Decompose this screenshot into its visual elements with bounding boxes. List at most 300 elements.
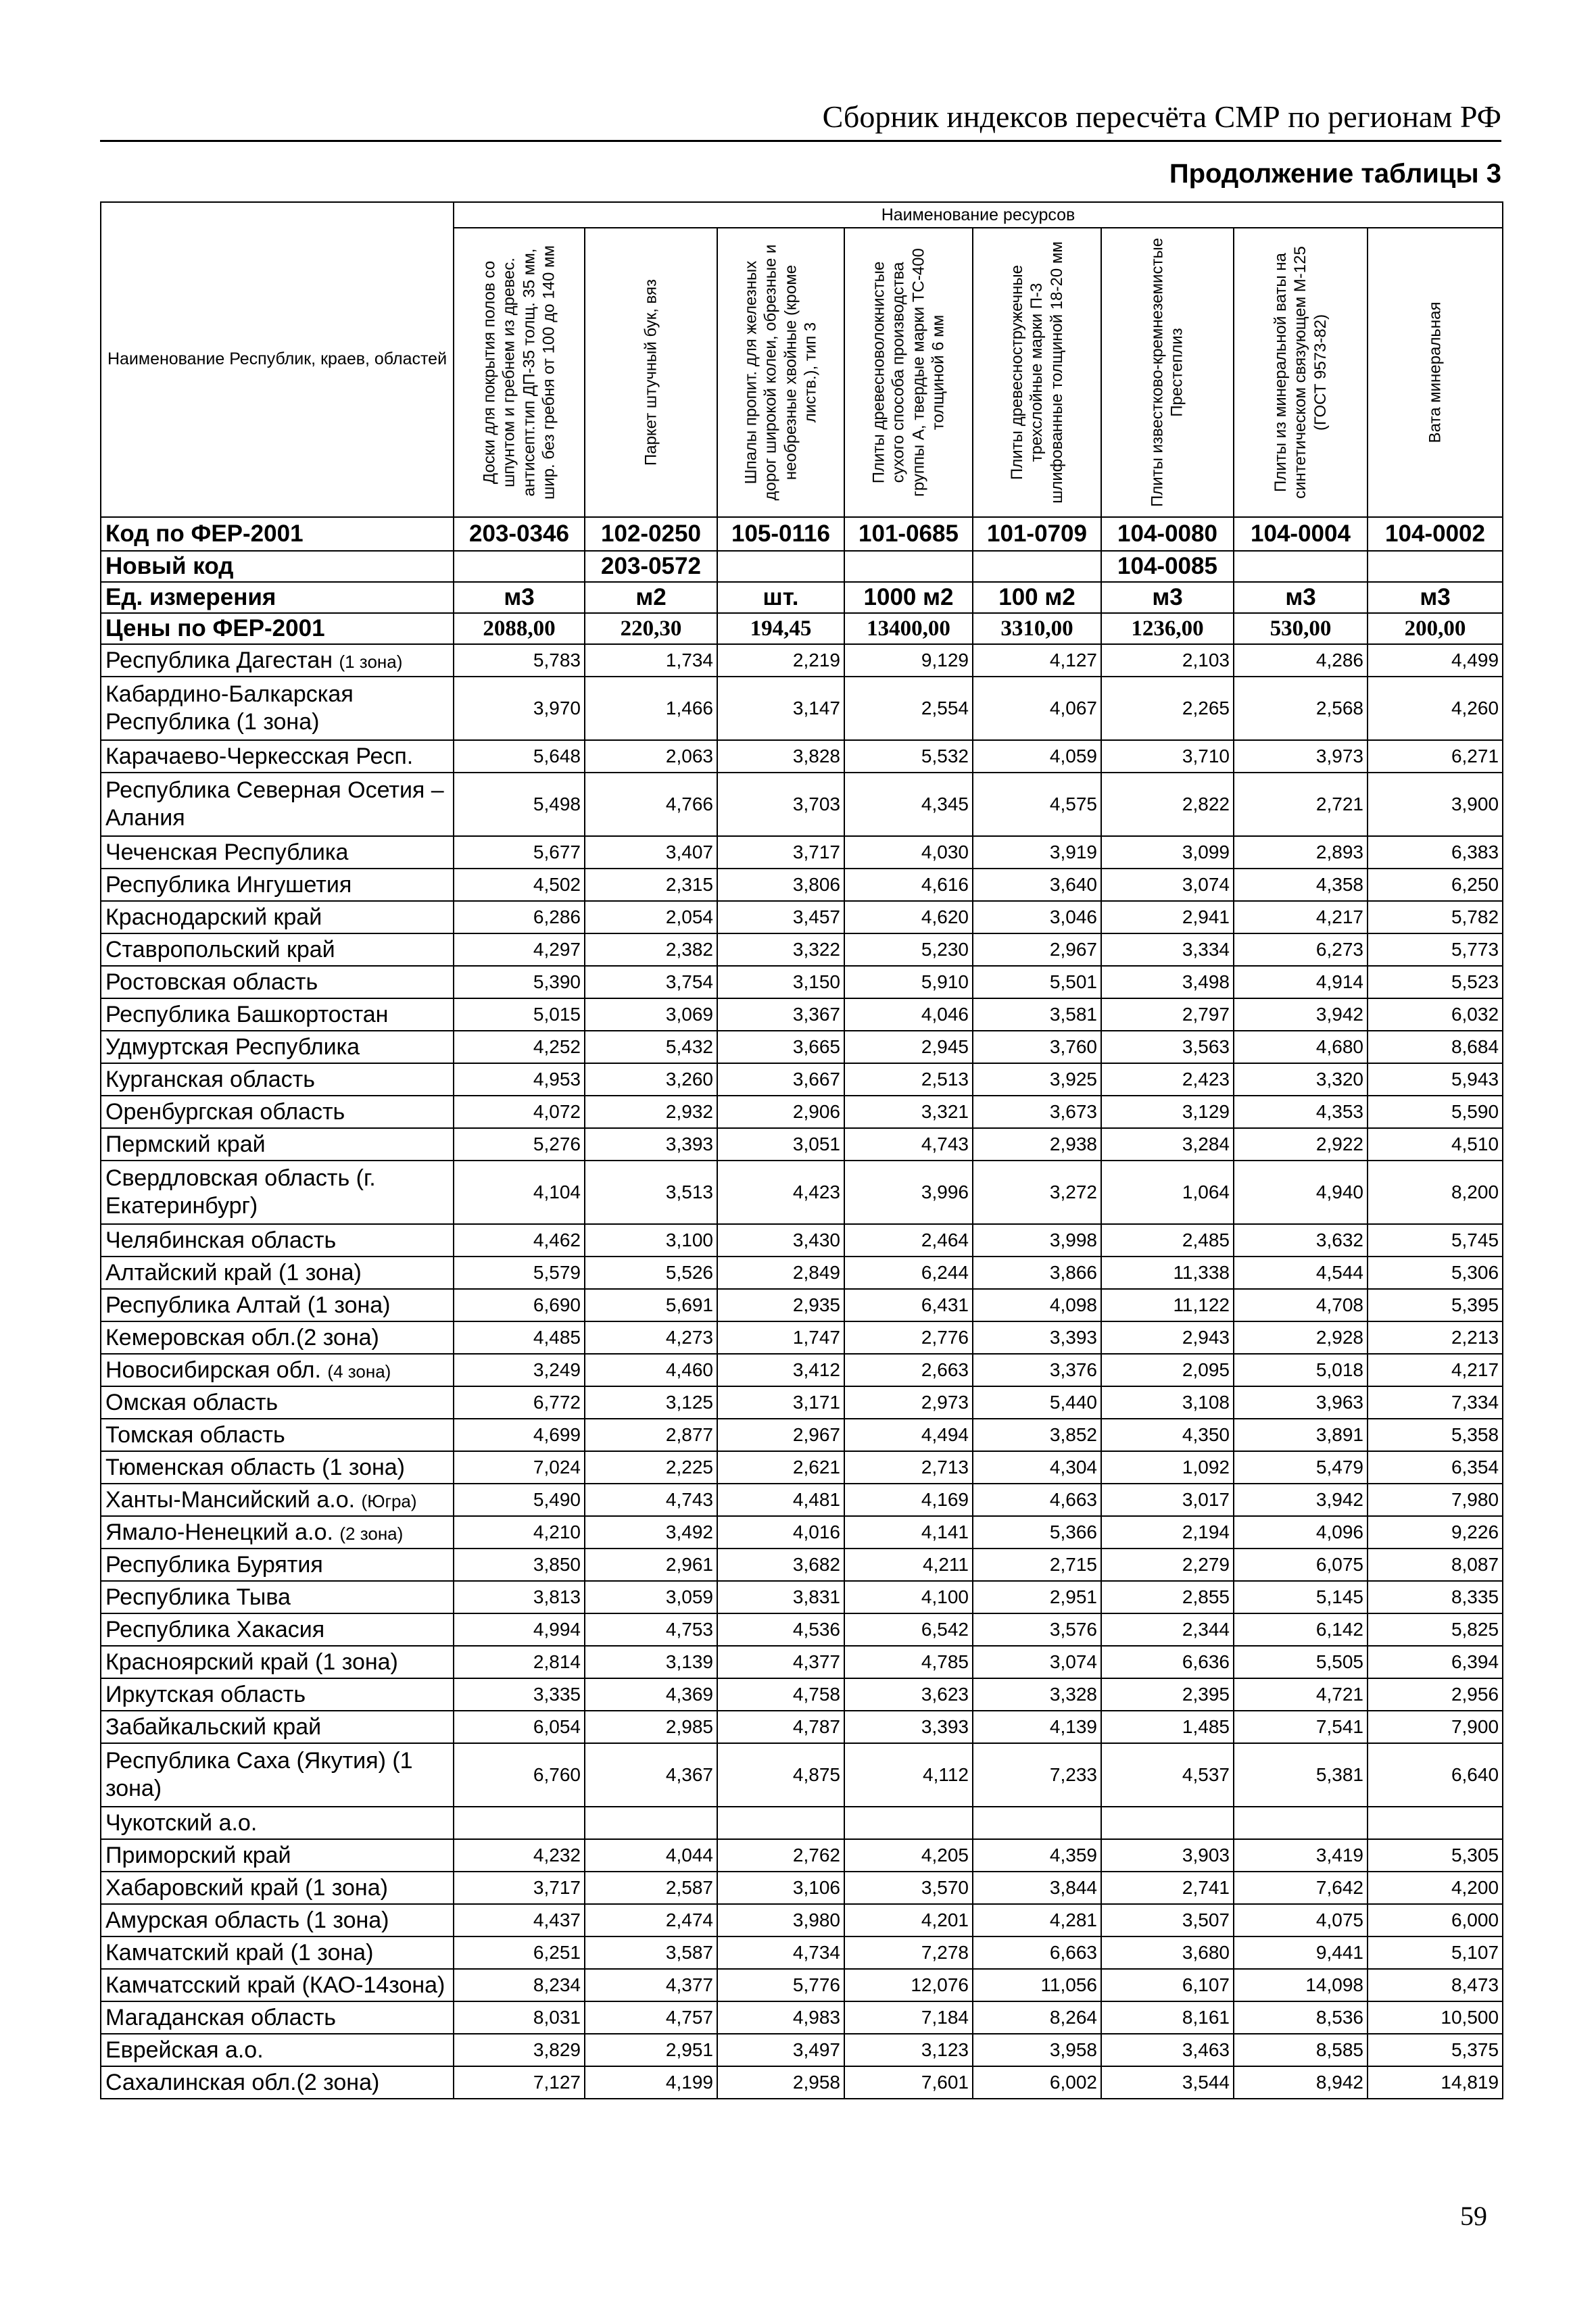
table-row (101, 1031, 1503, 1063)
region-zone-note: (Югра) (361, 1490, 417, 1511)
index-value-cell: 3,925 (973, 1063, 1101, 1096)
index-value-cell: 3,760 (973, 1031, 1101, 1063)
index-value-cell: 2,906 (717, 1096, 844, 1128)
index-value-cell: 9,129 (844, 644, 973, 677)
index-value-cell: 4,359 (973, 1839, 1101, 1872)
region-name: Новосибирская обл. (105, 1357, 321, 1383)
index-value-cell: 4,345 (844, 773, 973, 836)
table-row (101, 1516, 1503, 1549)
index-value-cell: 2,225 (585, 1451, 717, 1484)
region-name: Чеченская Республика (105, 839, 349, 865)
index-value-cell: 5,305 (1368, 1839, 1503, 1872)
index-value-cell: 3,903 (1101, 1839, 1234, 1872)
table-row (101, 901, 1503, 933)
index-value-cell: 4,075 (1234, 1904, 1368, 1936)
new-code-cell: 203-0572 (585, 551, 717, 582)
index-value-cell: 4,766 (585, 773, 717, 836)
region-name: Республика Дагестан (105, 647, 333, 673)
region-name-cell (101, 1484, 454, 1516)
index-value-cell: 3,942 (1234, 1484, 1368, 1516)
index-value-cell: 3,463 (1101, 2034, 1234, 2066)
index-value-cell: 4,994 (454, 1613, 585, 1646)
table-row (101, 1936, 1503, 1969)
resource-header-text: Паркет штучный бук, вяз (642, 278, 660, 466)
index-value-cell: 2,219 (717, 644, 844, 677)
index-value-cell: 2,395 (1101, 1678, 1234, 1711)
region-name-cell (101, 1743, 454, 1807)
region-name-cell (101, 2034, 454, 2066)
region-name: Ставропольский край (105, 936, 335, 962)
index-value-cell: 4,481 (717, 1484, 844, 1516)
index-value-cell: 7,278 (844, 1936, 973, 1969)
index-value-cell: 4,059 (973, 740, 1101, 773)
index-value-cell: 8,335 (1368, 1581, 1503, 1613)
new-code-cell (844, 551, 973, 582)
unit-cell: шт. (717, 582, 844, 613)
index-value-cell: 4,367 (585, 1743, 717, 1807)
table-row (101, 1321, 1503, 1354)
index-value-cell: 3,129 (1101, 1096, 1234, 1128)
index-value-cell: 4,462 (454, 1224, 585, 1257)
index-value-cell: 2,893 (1234, 836, 1368, 869)
index-value-cell: 2,956 (1368, 1678, 1503, 1711)
index-value-cell: 3,717 (454, 1872, 585, 1904)
index-value-cell: 8,684 (1368, 1031, 1503, 1063)
index-value-cell: 6,075 (1234, 1549, 1368, 1581)
index-value-cell: 3,673 (973, 1096, 1101, 1128)
index-value-cell: 4,699 (454, 1419, 585, 1451)
index-value-cell: 3,320 (1234, 1063, 1368, 1096)
index-value-cell: 7,127 (454, 2066, 585, 2099)
index-value-cell: 2,063 (585, 740, 717, 773)
index-value-cell: 6,107 (1101, 1969, 1234, 2001)
index-value-cell: 2,877 (585, 1419, 717, 1451)
index-value-cell: 2,103 (1101, 644, 1234, 677)
index-value-cell: 3,074 (1101, 869, 1234, 901)
region-name-cell (101, 1224, 454, 1257)
table-row (101, 836, 1503, 869)
region-name: Республика Башкортостан (105, 1001, 389, 1027)
index-value-cell: 2,382 (585, 933, 717, 966)
index-value-cell: 6,640 (1368, 1743, 1503, 1807)
price-cell: 530,00 (1234, 613, 1368, 644)
index-value-cell: 4,743 (844, 1128, 973, 1161)
index-value-cell: 8,473 (1368, 1969, 1503, 2001)
index-value-cell: 5,015 (454, 998, 585, 1031)
index-value-cell: 1,064 (1101, 1161, 1234, 1224)
index-value-cell: 3,891 (1234, 1419, 1368, 1451)
index-value-cell: 6,394 (1368, 1646, 1503, 1678)
index-value-cell: 4,044 (585, 1839, 717, 1872)
index-value-cell: 3,322 (717, 933, 844, 966)
index-value-cell: 2,095 (1101, 1354, 1234, 1386)
index-value-cell: 3,376 (973, 1354, 1101, 1386)
index-value-cell: 2,941 (1101, 901, 1234, 933)
region-name-cell (101, 644, 454, 677)
index-value-cell: 8,264 (973, 2001, 1101, 2034)
index-value-cell: 2,849 (717, 1257, 844, 1289)
index-value-cell: 4,201 (844, 1904, 973, 1936)
index-value-cell: 3,831 (717, 1581, 844, 1613)
index-value-cell: 2,315 (585, 869, 717, 901)
fer-code-cell: 105-0116 (717, 517, 844, 551)
region-name-cell (101, 1257, 454, 1289)
index-value-cell: 4,350 (1101, 1419, 1234, 1451)
region-name-cell (101, 1807, 454, 1839)
index-value-cell (1234, 1807, 1368, 1839)
region-name: Кемеровская обл.(2 зона) (105, 1324, 379, 1350)
region-name-cell (101, 1872, 454, 1904)
table-row (101, 1904, 1503, 1936)
index-value-cell: 14,819 (1368, 2066, 1503, 2099)
region-name: Республика Северная Осетия – Алания (105, 777, 444, 831)
index-value-cell: 3,852 (973, 1419, 1101, 1451)
index-value-cell: 8,087 (1368, 1549, 1503, 1581)
index-value-cell (454, 1807, 585, 1839)
index-value-cell: 3,980 (717, 1904, 844, 1936)
index-value-cell: 3,703 (717, 773, 844, 836)
index-value-cell: 3,430 (717, 1224, 844, 1257)
table-row (101, 1289, 1503, 1321)
index-value-cell: 6,250 (1368, 869, 1503, 901)
index-value-cell: 3,632 (1234, 1224, 1368, 1257)
index-value-cell: 11,122 (1101, 1289, 1234, 1321)
index-value-cell: 4,139 (973, 1711, 1101, 1743)
index-value-cell: 5,505 (1234, 1646, 1368, 1678)
index-value-cell: 3,576 (973, 1613, 1101, 1646)
index-value-cell: 3,754 (585, 966, 717, 998)
index-value-cell: 3,963 (1234, 1386, 1368, 1419)
index-value-cell: 4,758 (717, 1678, 844, 1711)
new-code-cell (454, 551, 585, 582)
index-value-cell: 4,232 (454, 1839, 585, 1872)
index-value-cell: 3,680 (1101, 1936, 1234, 1969)
index-value-cell: 4,423 (717, 1161, 844, 1224)
index-value-cell: 4,537 (1101, 1743, 1234, 1807)
resource-header-lime-silica-plates (1101, 228, 1234, 517)
index-value-cell: 4,217 (1234, 901, 1368, 933)
index-value-cell: 3,393 (844, 1711, 973, 1743)
index-value-cell: 1,485 (1101, 1711, 1234, 1743)
region-name-cell (101, 966, 454, 998)
index-value-cell: 4,281 (973, 1904, 1101, 1936)
index-value-cell: 3,393 (973, 1321, 1101, 1354)
index-value-cell: 7,601 (844, 2066, 973, 2099)
region-name-cell (101, 2066, 454, 2099)
region-name: Республика Бурятия (105, 1551, 323, 1578)
index-value-cell: 4,485 (454, 1321, 585, 1354)
index-value-cell: 4,787 (717, 1711, 844, 1743)
index-value-cell: 7,024 (454, 1451, 585, 1484)
index-value-cell: 2,951 (973, 1581, 1101, 1613)
index-value-cell: 8,536 (1234, 2001, 1368, 2034)
index-value-cell: 4,046 (844, 998, 973, 1031)
index-value-cell: 4,620 (844, 901, 973, 933)
index-value-cell: 3,806 (717, 869, 844, 901)
index-value-cell: 4,199 (585, 2066, 717, 2099)
index-value-cell (1368, 1807, 1503, 1839)
index-value-cell: 6,251 (454, 1936, 585, 1969)
index-value-cell: 5,579 (454, 1257, 585, 1289)
region-name: Магаданская область (105, 2004, 336, 2030)
index-value-cell: 4,510 (1368, 1128, 1503, 1161)
index-value-cell: 11,056 (973, 1969, 1101, 2001)
header-divider (100, 140, 1501, 142)
region-name: Ямало-Ненецкий а.о. (105, 1519, 333, 1545)
index-value-cell: 2,797 (1101, 998, 1234, 1031)
index-value-cell: 3,563 (1101, 1031, 1234, 1063)
resource-header-floor-boards (454, 228, 585, 517)
index-value-cell: 5,440 (973, 1386, 1101, 1419)
index-value-cell: 3,587 (585, 1936, 717, 1969)
index-value-cell: 4,914 (1234, 966, 1368, 998)
index-value-cell: 5,366 (973, 1516, 1101, 1549)
index-value-cell: 3,059 (585, 1581, 717, 1613)
index-value-cell: 2,985 (585, 1711, 717, 1743)
region-name: Камчатсский край (КАО-14зона) (105, 1972, 445, 1998)
index-value-cell: 1,466 (585, 677, 717, 740)
index-value-cell: 8,942 (1234, 2066, 1368, 2099)
index-value-cell: 3,074 (973, 1646, 1101, 1678)
index-value-cell: 3,623 (844, 1678, 973, 1711)
index-value-cell: 3,667 (717, 1063, 844, 1096)
index-value-cell: 9,441 (1234, 1936, 1368, 1969)
fer-code-row (101, 517, 1503, 551)
index-value-cell: 6,542 (844, 1613, 973, 1646)
index-value-cell: 5,773 (1368, 933, 1503, 966)
index-value-cell: 5,776 (717, 1969, 844, 2001)
index-value-cell: 6,142 (1234, 1613, 1368, 1646)
region-name: Камчатский край (1 зона) (105, 1939, 374, 1966)
index-value-cell: 4,734 (717, 1936, 844, 1969)
region-name: Республика Хакасия (105, 1616, 325, 1642)
table-row (101, 1257, 1503, 1289)
table-continuation-label: Продолжение таблицы 3 (1169, 159, 1501, 189)
index-value-cell: 4,983 (717, 2001, 844, 2034)
index-value-cell: 2,663 (844, 1354, 973, 1386)
region-name-cell (101, 740, 454, 773)
index-value-cell: 3,147 (717, 677, 844, 740)
region-name: Амурская область (1 зона) (105, 1907, 389, 1933)
region-name-cell (101, 1711, 454, 1743)
region-name-cell (101, 1581, 454, 1613)
index-value-cell: 4,358 (1234, 869, 1368, 901)
index-value-cell (1101, 1807, 1234, 1839)
index-value-cell: 3,328 (973, 1678, 1101, 1711)
region-name-cell (101, 1613, 454, 1646)
index-value-cell: 5,230 (844, 933, 973, 966)
index-value-cell: 2,855 (1101, 1581, 1234, 1613)
region-name-cell (101, 1354, 454, 1386)
index-value-cell: 3,139 (585, 1646, 717, 1678)
index-value-cell: 2,967 (717, 1419, 844, 1451)
index-value-cell: 6,383 (1368, 836, 1503, 869)
price-cell: 220,30 (585, 613, 717, 644)
region-name: Томская область (105, 1421, 285, 1448)
index-value-cell: 2,741 (1101, 1872, 1234, 1904)
fer-code-cell: 102-0250 (585, 517, 717, 551)
index-value-cell: 7,900 (1368, 1711, 1503, 1743)
index-value-cell: 5,145 (1234, 1581, 1368, 1613)
region-name: Челябинская область (105, 1227, 337, 1253)
index-value-cell: 2,932 (585, 1096, 717, 1128)
index-value-cell: 3,412 (717, 1354, 844, 1386)
index-value-cell: 3,108 (1101, 1386, 1234, 1419)
region-name: Кабардино-Балкарская Республика (1 зона) (105, 681, 354, 735)
index-value-cell: 2,474 (585, 1904, 717, 1936)
index-value-cell: 2,279 (1101, 1549, 1234, 1581)
index-value-cell: 2,945 (844, 1031, 973, 1063)
region-name-cell (101, 1451, 454, 1484)
index-value-cell: 3,171 (717, 1386, 844, 1419)
price-cell: 13400,00 (844, 613, 973, 644)
index-value-cell: 3,996 (844, 1161, 973, 1224)
index-value-cell: 6,760 (454, 1743, 585, 1807)
index-value-cell: 4,169 (844, 1484, 973, 1516)
index-value-cell: 4,377 (717, 1646, 844, 1678)
region-name-cell (101, 869, 454, 901)
region-name: Красноярский край (1 зона) (105, 1649, 398, 1675)
region-zone-note: (2 зона) (339, 1523, 404, 1544)
index-value-cell: 4,544 (1234, 1257, 1368, 1289)
index-value-cell: 8,200 (1368, 1161, 1503, 1224)
index-value-cell: 3,973 (1234, 740, 1368, 773)
table-row (101, 1872, 1503, 1904)
index-value-cell: 3,099 (1101, 836, 1234, 869)
index-value-cell (844, 1807, 973, 1839)
index-value-cell: 5,498 (454, 773, 585, 836)
index-value-cell: 5,523 (1368, 966, 1503, 998)
resource-header-chipboard (973, 228, 1101, 517)
table-row (101, 1839, 1503, 1872)
document-header-title: Сборник индексов пересчёта СМР по регионам РФ (822, 99, 1501, 134)
index-value-cell: 4,616 (844, 869, 973, 901)
index-value-cell: 4,252 (454, 1031, 585, 1063)
index-value-cell: 4,030 (844, 836, 973, 869)
region-name: Республика Саха (Якутия) (1 зона) (105, 1748, 413, 1801)
index-value-cell: 4,743 (585, 1484, 717, 1516)
fer-code-cell: 203-0346 (454, 517, 585, 551)
new-code-label: Новый код (101, 551, 454, 582)
index-value-cell: 2,568 (1234, 677, 1368, 740)
index-value-cell: 3,829 (454, 2034, 585, 2066)
index-value-cell: 4,353 (1234, 1096, 1368, 1128)
resource-header-text: Доски для покрытия полов со шпунтом и гребнем из древес. антисепт.тип ДП-35 толщ. 35 мм, шир. без гребня от 100 до 140 мм (480, 245, 558, 500)
index-value-cell: 4,067 (973, 677, 1101, 740)
region-name: Забайкальский край (105, 1713, 322, 1740)
index-value-cell: 11,338 (1101, 1257, 1234, 1289)
table-row (101, 1161, 1503, 1224)
index-value-cell: 4,369 (585, 1678, 717, 1711)
index-value-cell: 3,100 (585, 1224, 717, 1257)
index-value-cell: 7,184 (844, 2001, 973, 2034)
table-row (101, 998, 1503, 1031)
index-value-cell: 6,271 (1368, 740, 1503, 773)
index-value-cell: 7,980 (1368, 1484, 1503, 1516)
index-value-cell: 4,127 (973, 644, 1101, 677)
index-value-cell: 5,358 (1368, 1419, 1503, 1451)
region-name-cell (101, 1549, 454, 1581)
index-value-cell: 3,497 (717, 2034, 844, 2066)
index-value-cell: 3,682 (717, 1549, 844, 1581)
index-value-cell: 1,747 (717, 1321, 844, 1354)
index-value-cell: 3,125 (585, 1386, 717, 1419)
price-cell: 200,00 (1368, 613, 1503, 644)
index-value-cell: 6,431 (844, 1289, 973, 1321)
index-value-cell: 6,354 (1368, 1451, 1503, 1484)
table-row (101, 1128, 1503, 1161)
index-value-cell: 3,844 (973, 1872, 1101, 1904)
index-value-cell: 3,046 (973, 901, 1101, 933)
index-value-cell: 8,234 (454, 1969, 585, 2001)
index-value-cell (585, 1807, 717, 1839)
index-value-cell: 5,276 (454, 1128, 585, 1161)
index-value-cell: 4,072 (454, 1096, 585, 1128)
region-name: Карачаево-Черкесская Респ. (105, 743, 414, 769)
price-cell: 1236,00 (1101, 613, 1234, 644)
table-row (101, 1451, 1503, 1484)
resource-header-fiberboard (844, 228, 973, 517)
index-value-cell: 3,284 (1101, 1128, 1234, 1161)
table-row (101, 1419, 1503, 1451)
index-value-cell: 4,460 (585, 1354, 717, 1386)
region-zone-note: (4 зона) (327, 1361, 391, 1382)
index-value-cell: 2,513 (844, 1063, 973, 1096)
fer-code-cell: 104-0080 (1101, 517, 1234, 551)
region-name: Еврейская а.о. (105, 2037, 264, 2063)
new-code-cell (1368, 551, 1503, 582)
index-value-cell: 6,032 (1368, 998, 1503, 1031)
index-value-cell: 5,782 (1368, 901, 1503, 933)
index-value-cell: 12,076 (844, 1969, 973, 2001)
index-value-cell: 4,536 (717, 1613, 844, 1646)
index-value-cell: 6,772 (454, 1386, 585, 1419)
index-value-cell: 3,106 (717, 1872, 844, 1904)
unit-cell: м3 (1234, 582, 1368, 613)
unit-row (101, 582, 1503, 613)
region-name-cell (101, 998, 454, 1031)
index-value-cell: 5,825 (1368, 1613, 1503, 1646)
index-value-cell: 2,423 (1101, 1063, 1234, 1096)
index-value-cell: 3,407 (585, 836, 717, 869)
index-value-cell: 4,494 (844, 1419, 973, 1451)
resource-header-mineral-wool (1368, 228, 1503, 517)
region-name: Оренбургская область (105, 1098, 345, 1125)
index-value-cell: 3,321 (844, 1096, 973, 1128)
index-value-cell: 3,334 (1101, 933, 1234, 966)
index-value-cell: 14,098 (1234, 1969, 1368, 2001)
index-value-cell: 3,919 (973, 836, 1101, 869)
index-value-cell: 4,575 (973, 773, 1101, 836)
index-value-cell: 2,938 (973, 1128, 1101, 1161)
index-value-cell: 2,265 (1101, 677, 1234, 740)
index-value-cell: 4,112 (844, 1743, 973, 1807)
region-name-cell (101, 1321, 454, 1354)
table-row (101, 1386, 1503, 1419)
index-value-cell: 3,581 (973, 998, 1101, 1031)
index-value-cell: 3,544 (1101, 2066, 1234, 2099)
table-row (101, 1969, 1503, 2001)
table-row (101, 1484, 1503, 1516)
unit-label: Ед. измерения (101, 582, 454, 613)
region-name-cell (101, 836, 454, 869)
index-value-cell: 4,753 (585, 1613, 717, 1646)
index-value-cell: 6,273 (1234, 933, 1368, 966)
index-value-cell: 5,479 (1234, 1451, 1368, 1484)
index-value-cell: 5,943 (1368, 1063, 1503, 1096)
region-name: Пермский край (105, 1131, 266, 1157)
index-value-cell: 2,715 (973, 1549, 1101, 1581)
